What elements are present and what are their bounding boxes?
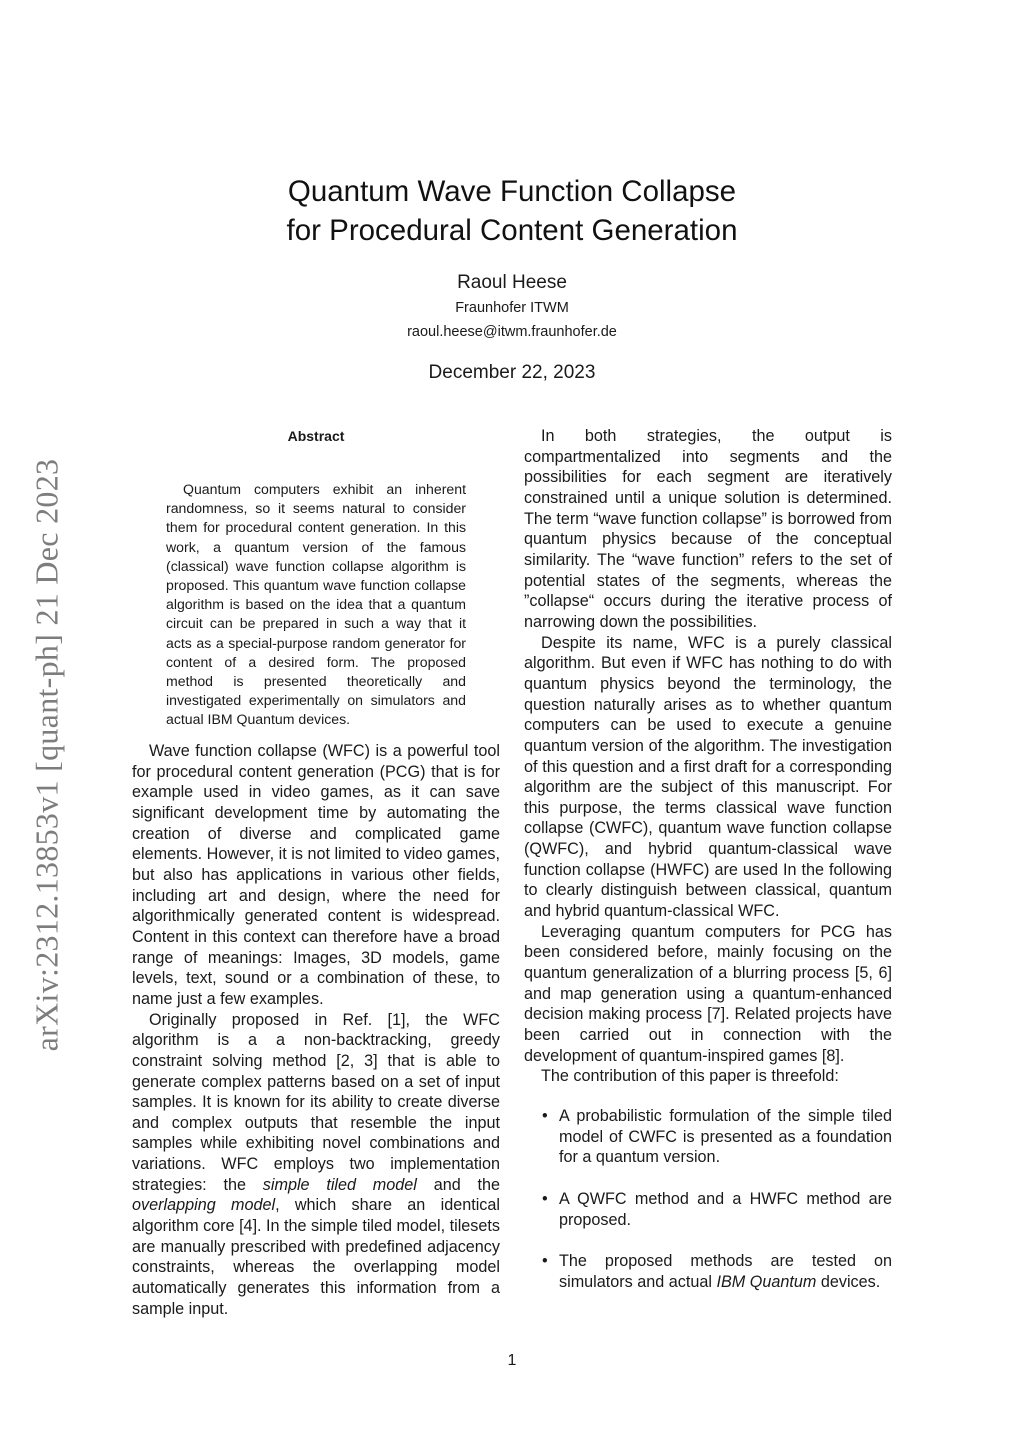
- abstract-text: Quantum computers exhibit an inherent randomness, so it seems natural to consider them for procedural content generation. In this work, a quantum version of the famous (classical) wave function collapse algorithm is proposed. This quantum wave function collapse algorithm is based on the idea that a quantum circuit can be prepared in such a way that it acts as a special-purpose random generator for content of a desired form. The proposed method is presented theoretically and investigated experimentally on simulators and actual IBM Quantum devices.: [166, 481, 466, 728]
- intro-p2-text-3: , which share an identical algorithm core [4]. In the simple tiled model, tilesets are manually prescribed with predefined adjacency constraints, whereas the overlapping model automatically generates this information from a sample input.: [132, 1196, 500, 1318]
- abstract-heading: Abstract: [287, 428, 345, 444]
- intro-paragraph-2: [132, 1010, 500, 1320]
- intro-paragraph-4: Despite its name, WFC is a purely classical algorithm. But even if WFC has nothing to do with quantum physics beyond the terminology, the question naturally arises as to whether quantum computers can be used to execute a genuine quantum version of the algorithm. The investigation of this question and a first draft for a corresponding algorithm are the subject of this manuscript. For this purpose, the terms classical wave function collapse (CWFC), quantum wave function collapse (QWFC), and hybrid quantum-classical wave function collapse (HWFC) are used In the following to clearly distinguish between classical, quantum and hybrid quantum-classical WFC.: [524, 633, 892, 921]
- contribution-item-2: [524, 1189, 892, 1230]
- contribution-text-1: A probabilistic formulation of the simple tiled model of CWFC is presented as a foundation for a quantum version.: [559, 1107, 892, 1167]
- intro-paragraph-1: Wave function collapse (WFC) is a powerful tool for procedural content generation (PCG) that is for example used in video games, as it can save significant development time by automating the creation of diverse and complicated game elements. However, it is not limited to video games, but also has applications in various other fields, including art and design, where the need for algorithmically generated content is widespread. Content in this context can therefore have a broad range of meanings: Images, 3D models, game levels, text, sound or a combination of these, to name just a few examples.: [132, 742, 500, 1008]
- author-email: raoul.heese@itwm.fraunhofer.de: [407, 324, 617, 340]
- contribution-3-emphasis: IBM Quantum: [716, 1272, 817, 1291]
- intro-paragraph-5: Leveraging quantum computers for PCG has been considered before, mainly focusing on the quantum generalization of a blurring process [5, 6] and map generation using a quantum-enhanced decision making process [7]. Related projects have been carried out in connection with the development of quantum-inspired games [8].: [524, 922, 892, 1065]
- contribution-text-2: A QWFC method and a HWFC method are proposed.: [559, 1189, 892, 1229]
- publication-date: December 22, 2023: [428, 362, 596, 383]
- contribution-3-text-1: The proposed methods are tested on simulators and actual: [559, 1252, 892, 1291]
- bullet-marker: •: [542, 1189, 548, 1208]
- arxiv-identifier-stamp: arXiv:2312.13853v1 [quant-ph] 21 Dec 2023: [28, 458, 65, 1052]
- abstract-body: [166, 480, 466, 730]
- title-line-2: for Procedural Content Generation: [286, 213, 738, 247]
- author-name: Raoul Heese: [457, 272, 567, 293]
- intro-p2-text-1: Originally proposed in Ref. [1], the WFC algorithm is a a non-backtracking, greedy constraint solving method [2, 3] that is able to generate complex patterns based on a set of input samples. It is known for its ability to create diverse and complex outputs that resemble the input samples while exhibiting novel combinations and variations. WFC employs two implementation strategies: the: [132, 1010, 500, 1194]
- author-affiliation: Fraunhofer ITWM: [455, 300, 569, 316]
- intro-p2-emphasis-overlapping-model: overlapping model: [132, 1196, 276, 1215]
- title-line-1: Quantum Wave Function Collapse: [287, 175, 737, 208]
- bullet-marker: •: [542, 1252, 548, 1271]
- right-column: [524, 426, 892, 1314]
- contribution-3-text-2: devices.: [816, 1272, 881, 1291]
- page-number: 1: [507, 1352, 517, 1369]
- intro-paragraph-3: In both strategies, the output is compartmentalized into segments and the possibilities for each segment are iteratively constrained until a unique solution is determined. The term “wave function collapse” is borrowed from quantum physics because of the conceptual similarity. The “wave function” refers to the set of potential states of the segments, whereas the ”collapse“ occurs during the iterative process of narrowing down the possibilities.: [524, 427, 892, 631]
- left-column: [132, 741, 500, 1319]
- paper-title: [0, 173, 1024, 250]
- contribution-item-3: [524, 1251, 892, 1292]
- contribution-item-1: [524, 1106, 892, 1168]
- contributions-list: [524, 1106, 892, 1293]
- contribution-text-3: [559, 1252, 892, 1291]
- intro-paragraph-6: The contribution of this paper is threefold:: [541, 1067, 839, 1086]
- bullet-marker: •: [542, 1107, 548, 1125]
- intro-p2-emphasis-simple-tiled-model: simple tiled model: [262, 1175, 417, 1194]
- intro-p2-text-2: and the: [416, 1175, 500, 1194]
